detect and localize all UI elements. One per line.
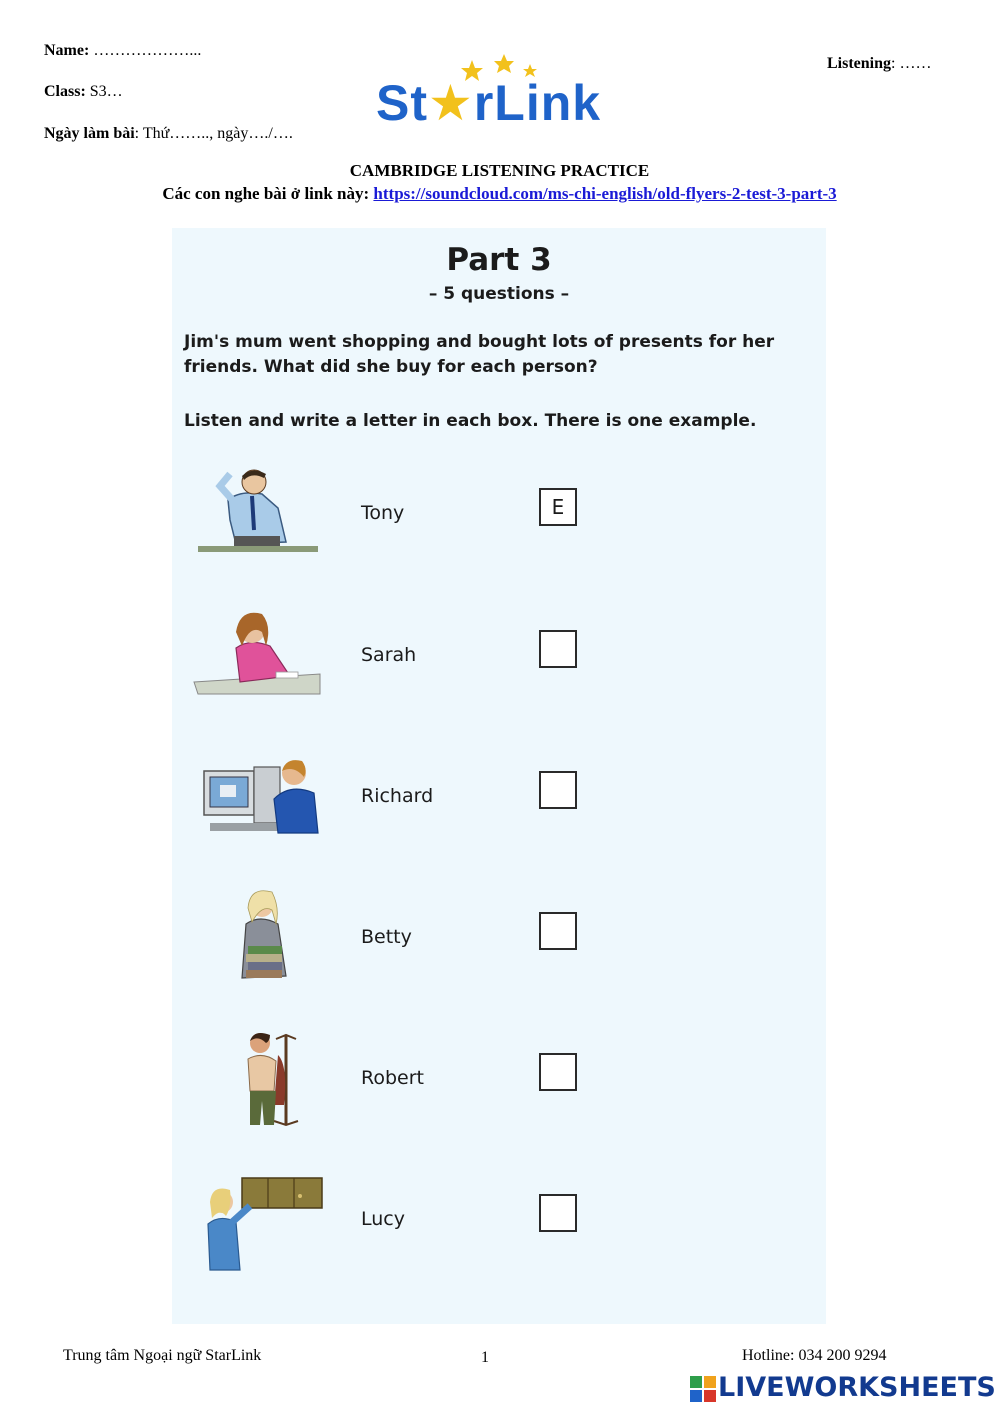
class-label: Class:	[44, 83, 86, 100]
list-item	[172, 884, 826, 1004]
list-item	[172, 1025, 826, 1145]
liveworksheets-text: LIVEWORKSHEETS	[718, 1372, 996, 1403]
woman-at-cupboard-icon	[190, 1166, 330, 1276]
list-item	[172, 460, 826, 580]
woman-with-books-icon	[190, 884, 330, 994]
instruction-task: Listen and write a letter in each box. There is one example.	[184, 411, 757, 431]
logo-text: St★rLink	[376, 75, 602, 131]
person-name: Sarah	[361, 644, 417, 666]
answer-box[interactable]: E	[539, 488, 577, 526]
date-label: Ngày làm bài	[44, 125, 135, 142]
man-at-computer-icon	[190, 743, 330, 853]
person-name: Tony	[361, 502, 405, 524]
link-line	[0, 184, 999, 204]
star-icon: ★	[428, 75, 474, 131]
part-subtitle: – 5 questions –	[428, 284, 570, 304]
answer-box[interactable]	[539, 771, 577, 809]
person-name: Lucy	[361, 1208, 405, 1230]
person-name: Richard	[361, 785, 434, 807]
instruction-question: Jim's mum went shopping and bought lots of presents for her friends. What did she buy for each person?	[184, 332, 775, 377]
list-item	[172, 602, 826, 722]
man-on-phone-icon	[190, 460, 330, 570]
list-item	[172, 1166, 826, 1286]
answer-box[interactable]	[539, 1194, 577, 1232]
woman-writing-icon	[190, 602, 330, 712]
link-prefix: Các con nghe bài ở link này:	[162, 184, 374, 203]
date-line	[44, 125, 293, 143]
page-title: CAMBRIDGE LISTENING PRACTICE	[349, 161, 650, 180]
name-label: Name:	[44, 42, 90, 59]
starlink-logo	[376, 52, 626, 132]
name-value[interactable]: ………………...	[89, 42, 202, 59]
listening-value[interactable]: : ……	[891, 55, 932, 72]
soundcloud-link[interactable]: https://soundcloud.com/ms-chi-english/old-flyers-2-test-3-part-3	[373, 184, 837, 203]
list-item	[172, 743, 826, 863]
name-line	[44, 42, 201, 60]
person-name: Robert	[361, 1067, 424, 1089]
answer-box[interactable]	[539, 912, 577, 950]
listening-label: Listening	[827, 55, 892, 72]
class-line	[44, 83, 123, 101]
man-at-coat-stand-icon	[190, 1025, 330, 1135]
date-value[interactable]: : Thứ…….., ngày…./….	[134, 125, 293, 142]
person-name: Betty	[361, 926, 412, 948]
class-value: S3…	[85, 83, 123, 100]
liveworksheets-blocks-icon	[690, 1376, 716, 1402]
footer-center-name: Trung tâm Ngoại ngữ StarLink	[63, 1347, 262, 1364]
part-title: Part 3	[446, 242, 552, 278]
footer-hotline: Hotline: 034 200 9294	[742, 1347, 887, 1364]
page-number: 1	[481, 1349, 489, 1366]
worksheet-panel	[172, 228, 826, 1324]
answer-box[interactable]	[539, 630, 577, 668]
answer-box[interactable]	[539, 1053, 577, 1091]
listening-line	[827, 55, 931, 73]
